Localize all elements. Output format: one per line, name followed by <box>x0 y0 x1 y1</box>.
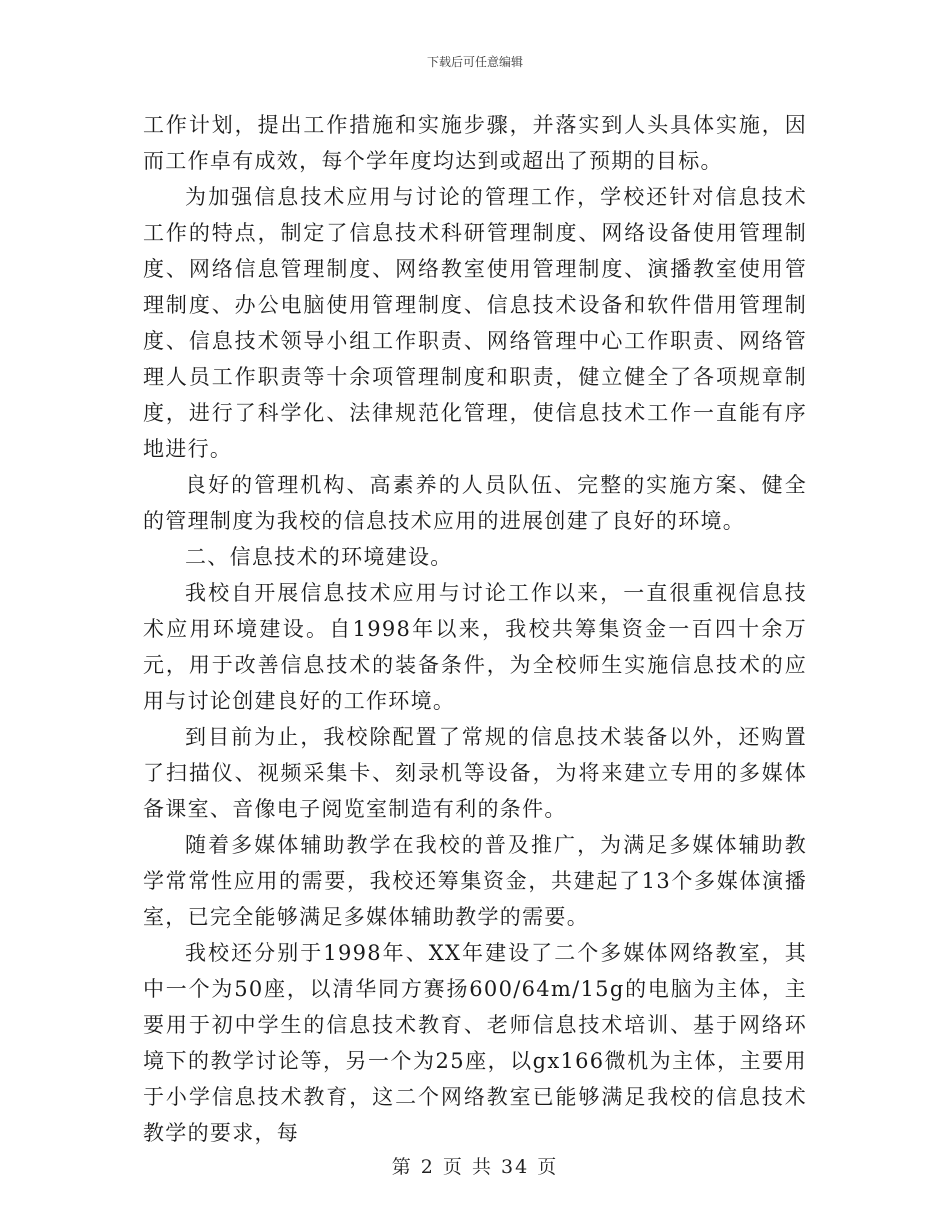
paragraph-continuation: 工作计划，提出工作措施和实施步骤，并落实到人头具体实施，因而工作卓有成效，每个学年度均达到或超出了预期的目标。 <box>143 113 807 173</box>
paragraph-funding: 我校自开展信息技术应用与讨论工作以来，一直很重视信息技术应用环境建设。自1998年以来，我校共筹集资金一百四十余万元，用于改善信息技术的装备条件，为全校师生实施信息技术的应用与讨论创建良好的工作环境。 <box>143 581 807 713</box>
page-header: 下载后可任意编辑 <box>426 55 523 69</box>
paragraph-equipment: 到目前为止，我校除配置了常规的信息技术装备以外，还购置了扫描仪、视频采集卡、刻录机等设备，为将来建立专用的多媒体备课室、音像电子阅览室制造有利的条件。 <box>143 725 807 821</box>
section-heading-environment: 二、信息技术的环境建设。 <box>185 545 453 569</box>
paragraph-environment-summary: 良好的管理机构、高素养的人员队伍、完整的实施方案、健全的管理制度为我校的信息技术应用的进展创建了良好的环境。 <box>143 473 807 533</box>
paragraph-multimedia-rooms: 随着多媒体辅助教学在我校的普及推广，为满足多媒体辅助教学常常性应用的需要，我校还筹集资金，共建起了13个多媒体演播室，已完全能够满足多媒体辅助教学的需要。 <box>143 833 807 929</box>
document-body <box>143 107 807 1151</box>
paragraph-management-rules: 为加强信息技术应用与讨论的管理工作，学校还针对信息技术工作的特点，制定了信息技术科研管理制度、网络设备使用管理制度、网络信息管理制度、网络教室使用管理制度、演播教室使用管理制度、办公电脑使用管理制度、信息技术设备和软件借用管理制度、信息技术领导小组工作职责、网络管理中心工作职责、网络管理人员工作职责等十余项管理制度和职责，健立健全了各项规章制度，进行了科学化、法律规范化管理，使信息技术工作一直能有序地进行。 <box>143 185 807 461</box>
page-footer: 第 2 页 共 34 页 <box>391 1156 559 1178</box>
paragraph-network-classrooms: 我校还分别于1998年、XX年建设了二个多媒体网络教室，其中一个为50座，以清华同方赛扬600/64m/15g的电脑为主体，主要用于初中学生的信息技术教育、老师信息技术培训、基于网络环境下的教学讨论等，另一个为25座，以gx166微机为主体，主要用于小学信息技术教育，这二个网络教室已能够满足我校的信息技术教学的要求，每 <box>143 941 807 1145</box>
